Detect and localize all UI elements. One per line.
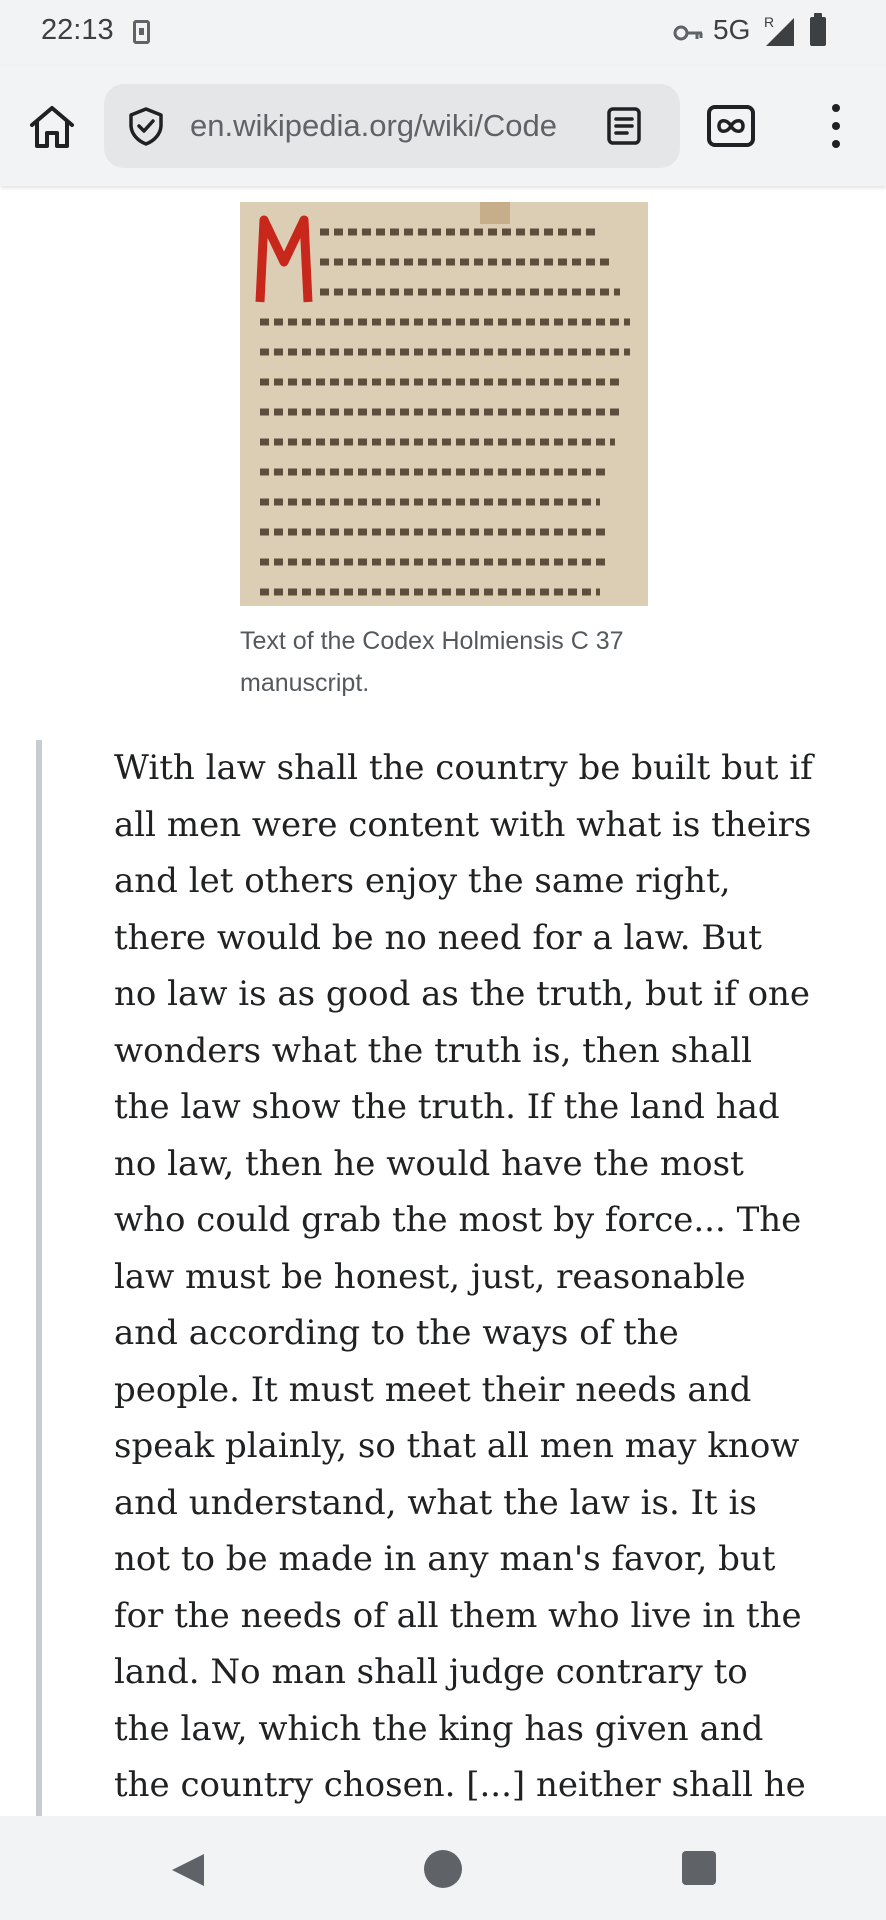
browser-toolbar (0, 66, 886, 186)
vpn-key-icon (672, 20, 704, 46)
shield-check-icon[interactable] (126, 106, 166, 146)
network-type: 5G (713, 14, 751, 45)
blockquote (36, 740, 848, 1816)
recent-apps-icon[interactable] (682, 1851, 716, 1885)
private-tabs-icon[interactable] (706, 102, 756, 150)
signal-icon (766, 18, 794, 46)
reader-mode-icon[interactable] (604, 106, 644, 146)
home-icon[interactable] (24, 99, 80, 155)
quote-text: With law shall the country be built but if all men were content with what is theirs and let others enjoy the same right, there would be no need for a law. But no law is as good as the truth, but if one wonders what the truth is, then shall the law show the truth. If the land had no law, then he would have the most who could grab the most by force... The law must be honest, just, reasonable and according to the ways of the people. It must meet their needs and speak plainly, so that all men may know and understand, what the law is. It is not to be made in any man's favor, but for the needs of all them who live in the land. No man shall judge contrary to the law, which the king has given and the country chosen. [...] neither shall he (114, 748, 813, 1805)
status-time: 22:13 (41, 14, 114, 46)
address-bar[interactable] (104, 84, 680, 168)
battery-icon (810, 17, 826, 46)
manuscript-image[interactable] (240, 202, 648, 606)
roaming-indicator: R (764, 14, 775, 30)
back-icon[interactable] (168, 1850, 208, 1890)
status-bar (0, 0, 886, 66)
system-nav-bar (0, 1816, 886, 1920)
url-text[interactable]: en.wikipedia.org/wiki/Code (190, 108, 558, 143)
manuscript-drawing (240, 202, 648, 606)
image-caption: Text of the Codex Holmiensis C 37 manuscript. (240, 627, 624, 697)
home-circle-icon[interactable] (424, 1850, 462, 1888)
sim-card-icon (133, 20, 150, 44)
more-options-icon[interactable] (818, 100, 854, 152)
